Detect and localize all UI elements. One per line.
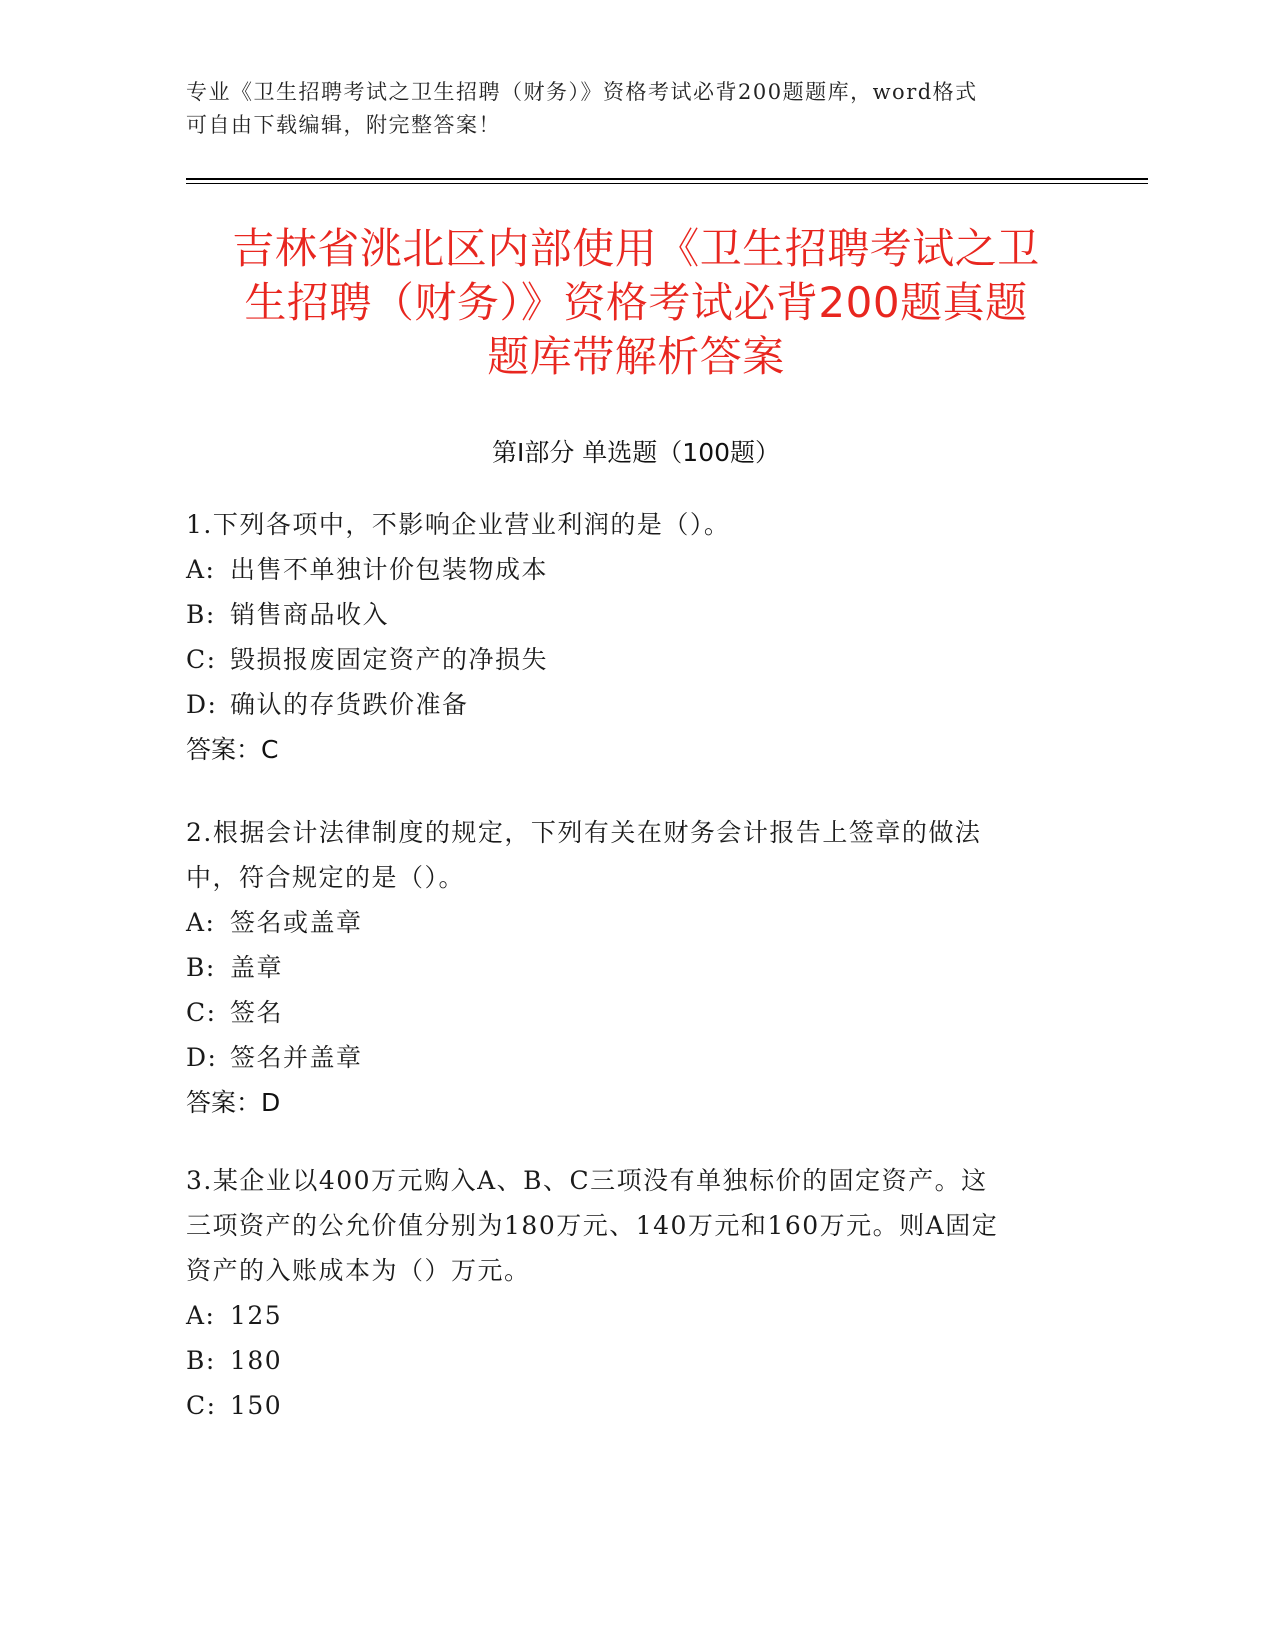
option-c xyxy=(186,637,1086,682)
option-letter: B: xyxy=(186,600,216,629)
option-b xyxy=(186,945,1086,990)
option-letter: D: xyxy=(186,690,218,719)
option-b xyxy=(186,1338,1086,1383)
option-text: 签名或盖章 xyxy=(230,908,363,937)
option-b xyxy=(186,592,1086,637)
option-text: 盖章 xyxy=(230,953,284,982)
option-letter: B: xyxy=(186,1346,216,1375)
option-text: 150 xyxy=(230,1391,283,1420)
question-stem: 资产的入账成本为（）万元。 xyxy=(186,1256,531,1285)
option-text: 125 xyxy=(230,1301,283,1330)
option-letter: A: xyxy=(186,908,216,937)
option-letter: C: xyxy=(186,1391,217,1420)
option-text: 180 xyxy=(230,1346,283,1375)
answer-line: 答案：C xyxy=(186,735,279,764)
option-letter: B: xyxy=(186,953,216,982)
question-stem: 1.下列各项中，不影响企业营业利润的是（）。 xyxy=(186,510,731,539)
option-c xyxy=(186,1383,1086,1428)
header-note-line: 专业《卫生招聘考试之卫生招聘（财务）》资格考试必背200题题库，word格式 xyxy=(186,80,978,104)
header-note-line: 可自由下载编辑，附完整答案！ xyxy=(186,113,501,137)
option-letter: C: xyxy=(186,645,217,674)
title-line: 吉林省洮北区内部使用《卫生招聘考试之卫 xyxy=(232,224,1040,273)
question-3 xyxy=(186,1158,1086,1428)
title-line: 生招聘（财务）》资格考试必背200题真题 xyxy=(244,278,1028,327)
option-d xyxy=(186,1035,1086,1080)
option-letter: A: xyxy=(186,1301,216,1330)
question-stem: 中，符合规定的是（）。 xyxy=(186,863,466,892)
option-a xyxy=(186,900,1086,945)
option-text: 签名并盖章 xyxy=(230,1043,363,1072)
section-heading: 第Ⅰ部分 单选题（100题） xyxy=(491,438,781,467)
question-stem: 3.某企业以400万元购入A、B、C三项没有单独标价的固定资产。这 xyxy=(186,1166,988,1195)
question-stem: 三项资产的公允价值分别为180万元、140万元和160万元。则A固定 xyxy=(186,1211,999,1240)
question-1 xyxy=(186,502,1086,772)
answer-line: 答案：D xyxy=(186,1088,281,1117)
title-line: 题库带解析答案 xyxy=(487,332,785,381)
document-title xyxy=(186,222,1086,384)
header-divider-thick xyxy=(186,178,1148,180)
option-a xyxy=(186,1293,1086,1338)
header-divider-thin xyxy=(186,183,1148,184)
option-text: 出售不单独计价包装物成本 xyxy=(230,555,549,584)
option-letter: C: xyxy=(186,998,217,1027)
option-letter: D: xyxy=(186,1043,218,1072)
option-c xyxy=(186,990,1086,1035)
option-text: 确认的存货跌价准备 xyxy=(230,690,469,719)
header-note xyxy=(186,76,1066,142)
option-text: 毁损报废固定资产的净损失 xyxy=(230,645,549,674)
option-letter: A: xyxy=(186,555,216,584)
option-d xyxy=(186,682,1086,727)
option-text: 销售商品收入 xyxy=(230,600,390,629)
option-a xyxy=(186,547,1086,592)
question-2 xyxy=(186,810,1086,1125)
option-text: 签名 xyxy=(230,998,284,1027)
question-stem: 2.根据会计法律制度的规定，下列有关在财务会计报告上签章的做法 xyxy=(186,818,982,847)
